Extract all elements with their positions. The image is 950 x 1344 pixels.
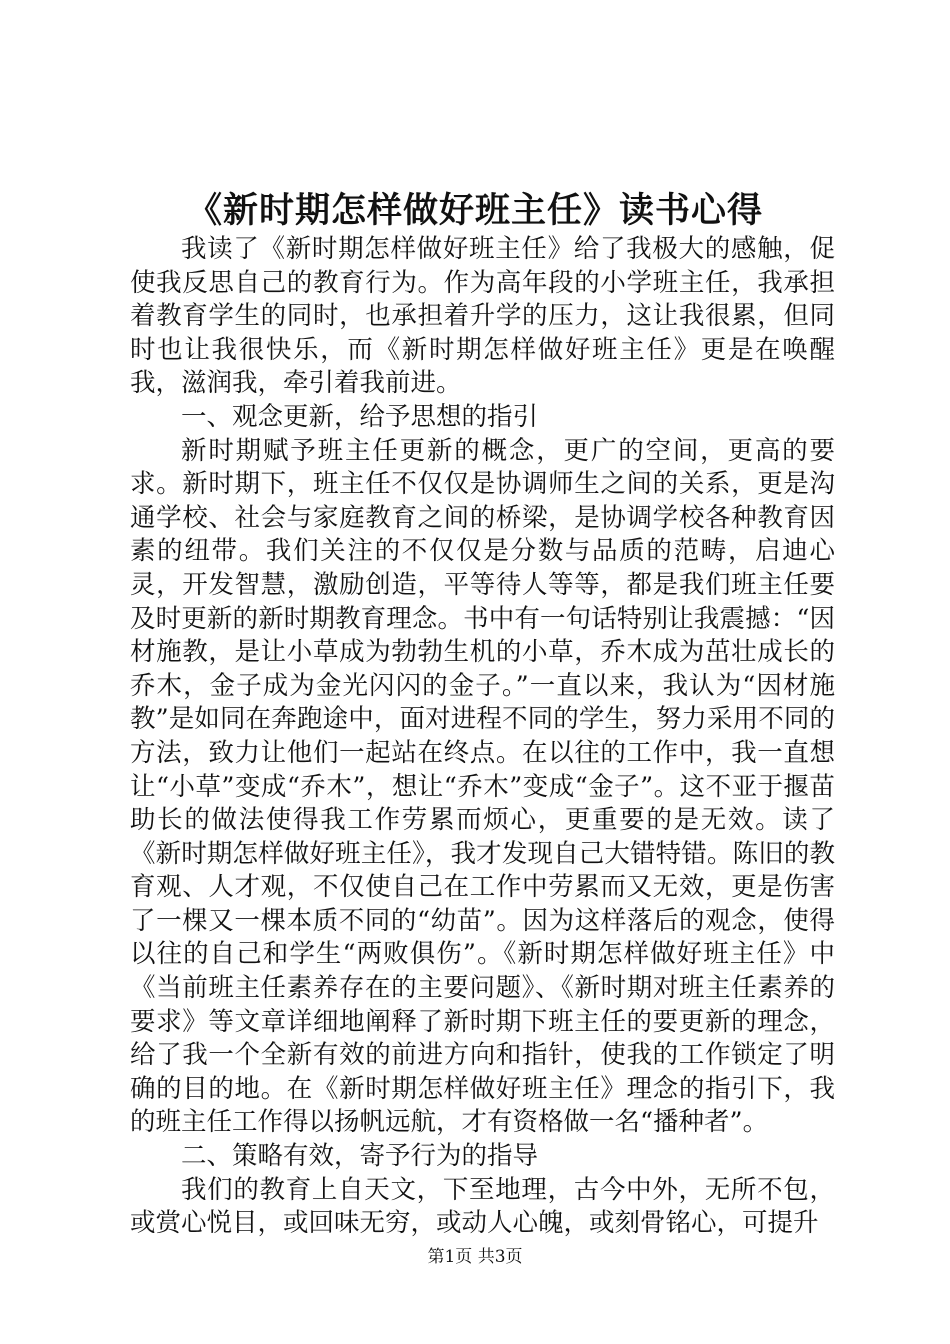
section-heading-1: 一、观念更新，给予思想的指引 [181,401,539,432]
document-body [130,233,835,1241]
section-1-paragraph: 新时期赋予班主任更新的概念，更广的空间，更高的要求。新时期下，班主任不仅仅是协调师生之间的关系，更是沟通学校、社会与家庭教育之间的桥梁，是协调学校各种教育因素的纽带。我们关注的不仅仅是分数与品质的范畴，启迪心灵，开发智慧，激励创造，平等待人等等，都是我们班主任要及时更新的新时期教育理念。书中有一句话特别让我震撼：“因材施教，是让小草成为勃勃生机的小草，乔木成为茁壮成长的乔木，金子成为金光闪闪的金子。”一直以来，我认为“因材施教”是如同在奔跑途中，面对进程不同的学生，努力采用不同的方法，致力让他们一起站在终点。在以往的工作中，我一直想让“小草”变成“乔木”，想让“乔木”变成“金子”。这不亚于揠苗助长的做法使得我工作劳累而烦心，更重要的是无效。读了《新时期怎样做好班主任》，我才发现自己大错特错。陈旧的教育观、人才观，不仅使自己在工作中劳累而又无效，更是伤害了一棵又一棵本质不同的“幼苗”。因为这样落后的观念，使得以往的自己和学生“两败俱伤”。《新时期怎样做好班主任》中《当前班主任素养存在的主要问题》、《新时期对班主任素养的要求》等文章详细地阐释了新时期下班主任的要更新的理念，给了我一个全新有效的前进方向和指针，使我的工作锁定了明确的目的地。在《新时期怎样做好班主任》理念的指引下，我的班主任工作得以扬帆远航，才有资格做一名“播种者”。 [130,435,835,1138]
document-title: 《新时期怎样做好班主任》读书心得 [186,190,763,231]
intro-paragraph: 我读了《新时期怎样做好班主任》给了我极大的感触，促使我反思自己的教育行为。作为高年段的小学班主任，我承担着教育学生的同时，也承担着升学的压力，这让我很累，但同时也让我很快乐，而《新时期怎样做好班主任》更是在唤醒我，滋润我，牵引着我前进。 [130,234,835,399]
section-heading-2: 二、策略有效，寄予行为的指导 [181,1141,539,1172]
page-footer: 第1页 共3页 [427,1247,523,1267]
section-2-paragraph: 我们的教育上自天文，下至地理，古今中外，无所不包，或赏心悦目，或回味无穷，或动人心魄，或刻骨铭心，可提升 [130,1174,835,1239]
